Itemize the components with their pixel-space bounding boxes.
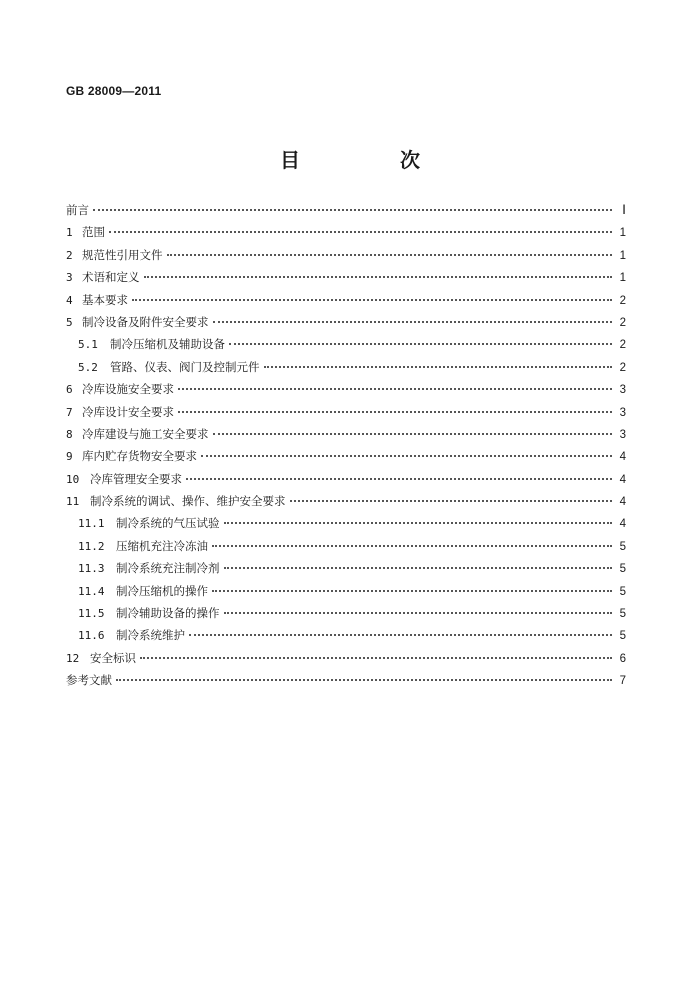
toc-entry-number: 11.1: [78, 517, 105, 531]
toc-entry-title: 冷库设施安全要求: [82, 382, 174, 397]
toc-leader-dots: [212, 580, 612, 592]
toc-entry[interactable]: [66, 557, 626, 579]
toc-entry-number: 11.5: [78, 607, 105, 621]
toc-leader-dots: [109, 221, 612, 233]
toc-leader-dots: [224, 602, 613, 614]
toc-entry[interactable]: [66, 445, 626, 467]
toc-leader-dots: [224, 557, 613, 569]
toc-entry-title: 冷库建设与施工安全要求: [82, 426, 209, 441]
toc-entry-page: 4: [619, 451, 626, 464]
toc-entry-title: 制冷系统充注制冷剂: [116, 561, 220, 576]
toc-entry-title: 制冷辅助设备的操作: [116, 606, 220, 621]
toc-entry-number: 11.3: [78, 562, 105, 576]
toc-entry-title: 规范性引用文件: [82, 247, 163, 262]
table-of-contents: [66, 199, 626, 692]
toc-leader-dots: [93, 199, 612, 211]
toc-entry[interactable]: [66, 221, 626, 243]
toc-leader-dots: [212, 535, 612, 547]
toc-entry-number: 1: [66, 226, 73, 240]
toc-entry-page: 6: [619, 652, 626, 665]
toc-entry-title: 库内贮存货物安全要求: [82, 449, 197, 464]
toc-entry-title: 制冷设备及附件安全要求: [82, 314, 209, 329]
toc-entry[interactable]: [66, 669, 626, 691]
toc-entry-title: 冷库设计安全要求: [82, 404, 174, 419]
toc-leader-dots: [213, 311, 613, 323]
toc-entry[interactable]: [66, 423, 626, 445]
toc-entry-title: 前言: [66, 203, 89, 217]
toc-entry-title: 制冷系统维护: [116, 628, 185, 643]
toc-entry-page: 2: [619, 316, 626, 329]
toc-entry-number: 7: [66, 405, 73, 419]
toc-entry-title: 管路、仪表、阀门及控制元件: [110, 359, 260, 374]
toc-leader-dots: [140, 647, 612, 659]
toc-entry-page: 4: [619, 496, 626, 509]
toc-entry-number: 11.6: [78, 629, 105, 643]
toc-entry-number: 5: [66, 315, 73, 329]
toc-entry-number: 2: [66, 248, 73, 262]
toc-entry-page: 4: [619, 473, 626, 486]
toc-entry[interactable]: [66, 647, 626, 669]
toc-entry-number: 5.2: [78, 360, 98, 374]
toc-leader-dots: [290, 490, 613, 502]
toc-entry-title: 制冷系统的气压试验: [116, 516, 220, 531]
toc-entry-title: 制冷压缩机的操作: [116, 583, 208, 598]
toc-entry-page: 2: [619, 294, 626, 307]
toc-entry-title: 压缩机充注冷冻油: [116, 538, 208, 553]
toc-entry[interactable]: [66, 624, 626, 646]
toc-entry-page: 7: [619, 675, 626, 688]
toc-leader-dots: [213, 423, 613, 435]
toc-entry-page: Ⅰ: [622, 202, 626, 217]
toc-entry-number: 11.2: [78, 539, 105, 553]
toc-entry[interactable]: [66, 311, 626, 333]
toc-entry[interactable]: [66, 266, 626, 288]
toc-entry[interactable]: [66, 512, 626, 534]
toc-entry-title: 术语和定义: [82, 270, 140, 285]
toc-entry-page: 2: [619, 361, 626, 374]
toc-entry[interactable]: [66, 289, 626, 311]
toc-entry-title: 范围: [82, 225, 105, 240]
toc-entry-number: 12: [66, 651, 80, 665]
toc-entry[interactable]: [66, 401, 626, 423]
toc-entry[interactable]: [66, 199, 626, 221]
standard-code: GB 28009—2011: [66, 84, 162, 98]
toc-entry-number: 9: [66, 450, 73, 464]
toc-entry[interactable]: [66, 356, 626, 378]
toc-entry-page: 5: [619, 540, 626, 553]
toc-leader-dots: [201, 445, 612, 457]
toc-entry-page: 2: [619, 339, 626, 352]
toc-entry-number: 6: [66, 383, 73, 397]
toc-leader-dots: [189, 624, 612, 636]
toc-entry[interactable]: [66, 378, 626, 400]
toc-entry-number: 5.1: [78, 338, 98, 352]
toc-entry[interactable]: [66, 468, 626, 490]
toc-entry-number: 8: [66, 427, 73, 441]
toc-entry[interactable]: [66, 244, 626, 266]
toc-entry-title: 制冷压缩机及辅助设备: [110, 337, 225, 352]
toc-entry-page: 4: [619, 518, 626, 531]
toc-entry-number: 4: [66, 293, 73, 307]
toc-entry-page: 1: [619, 249, 626, 262]
toc-entry-title: 参考文献: [66, 673, 112, 688]
toc-entry-number: 10: [66, 472, 80, 486]
toc-leader-dots: [132, 289, 612, 301]
toc-entry-page: 3: [619, 428, 626, 441]
toc-leader-dots: [224, 512, 613, 524]
page-title: 目 次: [280, 148, 460, 172]
toc-leader-dots: [264, 356, 613, 368]
toc-entry-page: 5: [619, 608, 626, 621]
toc-leader-dots: [229, 333, 612, 345]
toc-entry-page: 1: [619, 272, 626, 285]
toc-entry[interactable]: [66, 580, 626, 602]
toc-entry-page: 5: [619, 630, 626, 643]
toc-leader-dots: [178, 378, 612, 390]
toc-entry-number: 3: [66, 271, 73, 285]
toc-entry[interactable]: [66, 490, 626, 512]
toc-entry-page: 5: [619, 585, 626, 598]
toc-entry-title: 冷库管理安全要求: [90, 471, 182, 486]
toc-entry-title: 制冷系统的调试、操作、维护安全要求: [90, 494, 286, 509]
toc-entry-number: 11: [66, 495, 80, 509]
toc-entry-page: 5: [619, 563, 626, 576]
toc-entry-number: 11.4: [78, 584, 105, 598]
toc-entry[interactable]: [66, 602, 626, 624]
toc-entry[interactable]: [66, 333, 626, 355]
toc-entry-page: 3: [619, 384, 626, 397]
toc-leader-dots: [144, 266, 613, 278]
toc-leader-dots: [178, 401, 612, 413]
toc-leader-dots: [186, 468, 612, 480]
toc-entry-page: 1: [619, 227, 626, 240]
toc-entry-title: 基本要求: [82, 292, 128, 307]
toc-leader-dots: [116, 669, 612, 681]
toc-entry-page: 3: [619, 406, 626, 419]
toc-entry[interactable]: [66, 535, 626, 557]
toc-entry-title: 安全标识: [90, 650, 136, 665]
toc-leader-dots: [167, 244, 613, 256]
